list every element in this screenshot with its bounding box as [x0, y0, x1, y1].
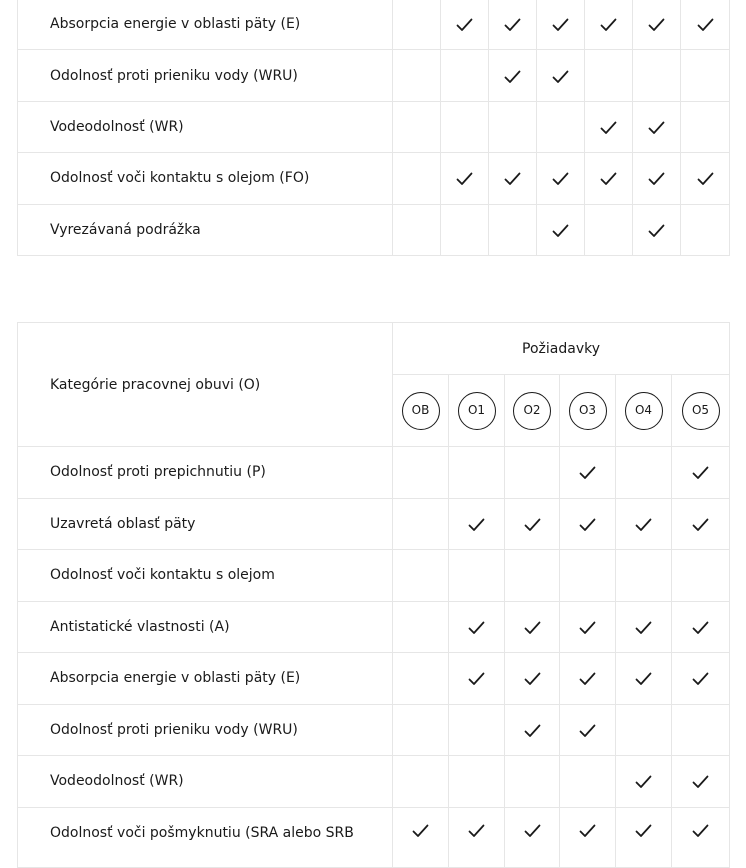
checkmark-icon: [552, 224, 569, 238]
check-cell: [441, 50, 489, 101]
row-label: Vodeodolnosť (WR): [18, 101, 393, 152]
check-cell: [489, 50, 537, 101]
checkmark-icon: [504, 172, 521, 186]
class-header-cell: [672, 375, 730, 447]
check-cell: [393, 101, 441, 152]
check-cell: [505, 807, 560, 867]
table-row: [18, 807, 730, 867]
check-cell: [585, 101, 633, 152]
row-label: Absorpcia energie v oblasti päty (E): [18, 653, 393, 705]
row-label: Antistatické vlastnosti (A): [18, 601, 393, 653]
checkmark-icon: [697, 18, 714, 32]
checkmark-icon: [524, 824, 541, 838]
check-cell: [393, 0, 441, 50]
check-cell: [585, 50, 633, 101]
table-row: [18, 704, 730, 756]
check-cell: [489, 204, 537, 255]
check-cell: [505, 550, 560, 602]
row-label: Vodeodolnosť (WR): [18, 756, 393, 808]
check-cell: [585, 204, 633, 255]
check-cell: [449, 601, 505, 653]
checkmark-icon: [697, 172, 714, 186]
row-label: Odolnosť proti prepichnutiu (P): [18, 447, 393, 499]
checkmark-icon: [504, 18, 521, 32]
checkmark-icon: [648, 224, 665, 238]
row-label: Uzavretá oblasť päty: [18, 498, 393, 550]
check-cell: [560, 807, 616, 867]
check-cell: [616, 807, 672, 867]
check-cell: [560, 550, 616, 602]
class-badge: O1: [458, 392, 496, 430]
check-cell: [560, 704, 616, 756]
check-cell: [633, 101, 681, 152]
check-cell: [681, 101, 730, 152]
check-cell: [616, 498, 672, 550]
checkmark-icon: [635, 518, 652, 532]
check-cell: [393, 447, 449, 499]
row-label: Absorpcia energie v oblasti päty (E): [18, 0, 393, 50]
checkmark-icon: [692, 824, 709, 838]
row-label: Odolnosť voči kontaktu s olejom: [18, 550, 393, 602]
class-header-cell: [449, 375, 505, 447]
checkmark-icon: [635, 775, 652, 789]
check-cell: [672, 601, 730, 653]
check-cell: [633, 50, 681, 101]
check-cell: [393, 653, 449, 705]
checkmark-icon: [648, 121, 665, 135]
checkmark-icon: [635, 672, 652, 686]
check-cell: [560, 601, 616, 653]
check-cell: [560, 653, 616, 705]
check-cell: [441, 0, 489, 50]
checkmark-icon: [412, 824, 429, 838]
checkmark-icon: [579, 621, 596, 635]
checkmark-icon: [600, 18, 617, 32]
check-cell: [505, 601, 560, 653]
check-cell: [449, 704, 505, 756]
checkmark-icon: [552, 70, 569, 84]
checkmark-icon: [468, 672, 485, 686]
table-row: [18, 50, 730, 101]
check-cell: [489, 101, 537, 152]
row-label: Odolnosť proti prieniku vody (WRU): [18, 704, 393, 756]
checkmark-icon: [524, 724, 541, 738]
check-cell: [393, 601, 449, 653]
table-row: [18, 601, 730, 653]
check-cell: [537, 0, 585, 50]
check-cell: [505, 498, 560, 550]
checkmark-icon: [648, 18, 665, 32]
check-cell: [505, 447, 560, 499]
check-cell: [449, 807, 505, 867]
check-cell: [585, 0, 633, 50]
check-cell: [441, 153, 489, 204]
check-cell: [537, 204, 585, 255]
check-cell: [449, 550, 505, 602]
check-cell: [489, 153, 537, 204]
category-header: Kategórie pracovnej obuvi (O): [18, 323, 393, 447]
class-header-cell: [393, 375, 449, 447]
check-cell: [393, 756, 449, 808]
checkmark-icon: [552, 18, 569, 32]
class-badge: OB: [402, 392, 440, 430]
check-cell: [441, 101, 489, 152]
class-badge: O5: [682, 392, 720, 430]
class-badge: O4: [625, 392, 663, 430]
checkmark-icon: [468, 621, 485, 635]
checkmark-icon: [456, 18, 473, 32]
checkmark-icon: [579, 466, 596, 480]
check-cell: [393, 50, 441, 101]
check-cell: [672, 653, 730, 705]
table-body: [18, 447, 730, 868]
check-cell: [616, 653, 672, 705]
checkmark-icon: [692, 621, 709, 635]
checkmark-icon: [692, 466, 709, 480]
check-cell: [681, 50, 730, 101]
checkmark-icon: [524, 672, 541, 686]
check-cell: [672, 498, 730, 550]
checkmark-icon: [468, 824, 485, 838]
check-cell: [505, 653, 560, 705]
check-cell: [585, 153, 633, 204]
check-cell: [393, 204, 441, 255]
checkmark-icon: [579, 724, 596, 738]
check-cell: [616, 756, 672, 808]
checkmark-icon: [504, 70, 521, 84]
checkmark-icon: [552, 172, 569, 186]
check-cell: [505, 756, 560, 808]
check-cell: [672, 447, 730, 499]
check-cell: [616, 550, 672, 602]
checkmark-icon: [600, 172, 617, 186]
check-cell: [681, 204, 730, 255]
check-cell: [681, 153, 730, 204]
check-cell: [489, 0, 537, 50]
check-cell: [633, 204, 681, 255]
check-cell: [505, 704, 560, 756]
check-cell: [441, 204, 489, 255]
class-badge: O2: [513, 392, 551, 430]
check-cell: [616, 704, 672, 756]
checkmark-icon: [524, 621, 541, 635]
table-row: [18, 447, 730, 499]
table-row: [18, 498, 730, 550]
table-body: [18, 0, 730, 255]
table-row: [18, 101, 730, 152]
checkmark-icon: [600, 121, 617, 135]
table-row: [18, 653, 730, 705]
check-cell: [672, 704, 730, 756]
check-cell: [393, 550, 449, 602]
check-cell: [449, 498, 505, 550]
class-header-cell: [616, 375, 672, 447]
checkmark-icon: [524, 518, 541, 532]
row-label: Odolnosť voči pošmyknutiu (SRA alebo SRB: [18, 807, 393, 867]
table-row: [18, 153, 730, 204]
checkmark-icon: [692, 518, 709, 532]
table-row: [18, 756, 730, 808]
check-cell: [681, 0, 730, 50]
check-cell: [537, 101, 585, 152]
check-cell: [393, 153, 441, 204]
table-row: [18, 550, 730, 602]
checkmark-icon: [692, 672, 709, 686]
checkmark-icon: [456, 172, 473, 186]
row-label: Odolnosť proti prieniku vody (WRU): [18, 50, 393, 101]
check-cell: [616, 447, 672, 499]
check-cell: [672, 807, 730, 867]
check-cell: [393, 704, 449, 756]
check-cell: [672, 756, 730, 808]
check-cell: [393, 498, 449, 550]
check-cell: [672, 550, 730, 602]
checkmark-icon: [635, 621, 652, 635]
checkmark-icon: [579, 824, 596, 838]
checkmark-icon: [468, 518, 485, 532]
check-cell: [560, 447, 616, 499]
check-cell: [393, 807, 449, 867]
table-row: [18, 204, 730, 255]
table-row: [18, 0, 730, 50]
class-header-cell: [560, 375, 616, 447]
check-cell: [616, 601, 672, 653]
checkmark-icon: [579, 672, 596, 686]
row-label: Vyrezávaná podrážka: [18, 204, 393, 255]
requirements-table-s-classes: [17, 0, 730, 256]
check-cell: [560, 756, 616, 808]
checkmark-icon: [692, 775, 709, 789]
class-header-cell: [505, 375, 560, 447]
check-cell: [633, 153, 681, 204]
check-cell: [537, 153, 585, 204]
check-cell: [449, 447, 505, 499]
row-label: Odolnosť voči kontaktu s olejom (FO): [18, 153, 393, 204]
work-footwear-categories-table: [17, 322, 730, 868]
check-cell: [537, 50, 585, 101]
class-badge: O3: [569, 392, 607, 430]
check-cell: [633, 0, 681, 50]
requirements-header: Požiadavky: [393, 323, 730, 375]
check-cell: [449, 653, 505, 705]
checkmark-icon: [635, 824, 652, 838]
checkmark-icon: [648, 172, 665, 186]
check-cell: [449, 756, 505, 808]
checkmark-icon: [579, 518, 596, 532]
check-cell: [560, 498, 616, 550]
